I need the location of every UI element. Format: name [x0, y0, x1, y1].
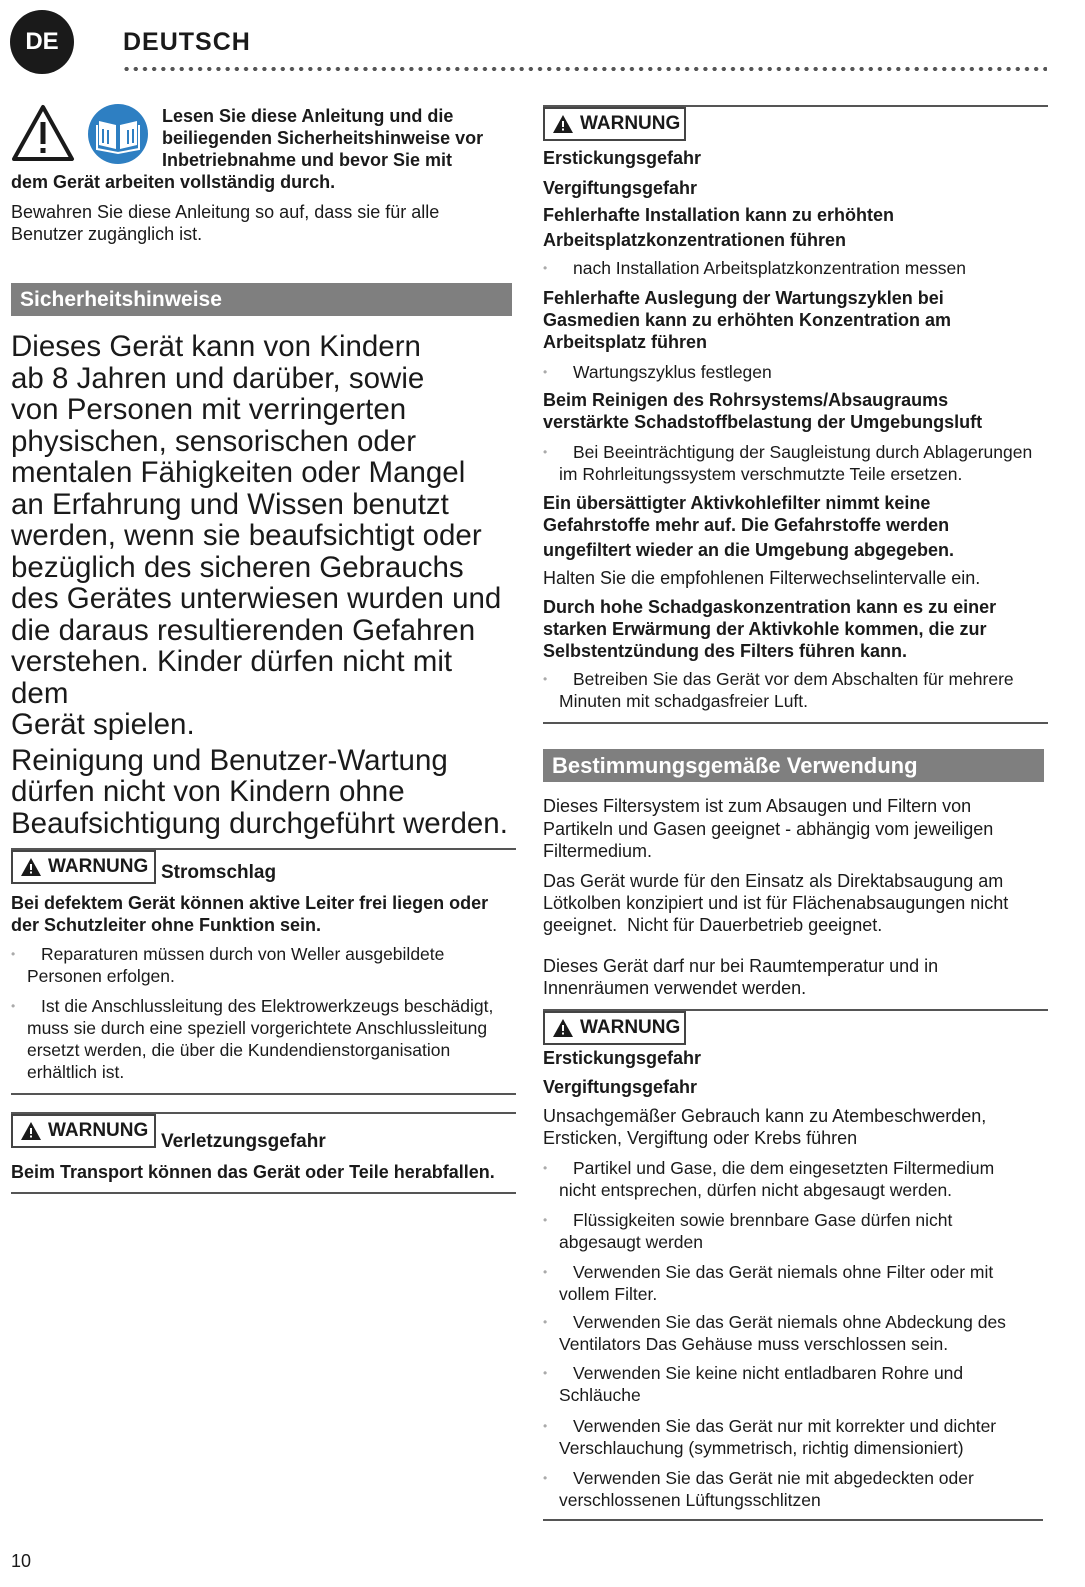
intro-text-line: Benutzer zugänglich ist.	[11, 224, 203, 244]
bullet-dot-icon: •	[543, 365, 548, 379]
section-heading-intended-use: Bestimmungsgemäße Verwendung	[543, 749, 1044, 782]
big-text-line: von Personen mit verringerten	[11, 393, 407, 426]
warning-bold-line: Fehlerhafte Installation kann zu erhöhten	[543, 205, 895, 225]
list-item	[543, 668, 1063, 712]
list-item-text: Schläuche	[559, 1385, 641, 1405]
list-item	[11, 943, 516, 987]
big-text-line: mentalen Fähigkeiten oder Mangel	[11, 456, 466, 489]
warning-bold-line: starken Erwärmung der Aktivkohle kommen, die zur	[543, 619, 987, 639]
warning-label-box	[11, 850, 156, 884]
warning-title: Verletzungsgefahr	[161, 1131, 326, 1152]
list-item-text: Verschlauchung (symmetrisch, richtig dimensioniert)	[559, 1438, 964, 1458]
list-item-text: abgesaugt werden	[559, 1232, 703, 1252]
warning-bold-line: Beim Transport können das Gerät oder Teile herabfallen.	[11, 1162, 495, 1182]
divider	[543, 722, 1048, 724]
big-text-line: Reinigung und Benutzer-Wartung	[11, 743, 448, 777]
list-item	[543, 441, 1073, 485]
list-item-text: Wartungszyklus festlegen	[573, 362, 772, 382]
divider	[11, 1192, 516, 1194]
intro-text-line: Bewahren Sie diese Anleitung so auf, dass sie für alle	[11, 202, 440, 222]
hazard-line: Erstickungsgefahr	[543, 148, 702, 168]
warning-bold-line: ungefiltert wieder an die Umgebung abgegeben.	[543, 540, 955, 560]
warning-bold-line: Fehlerhafte Auslegung der Wartungszyklen bei	[543, 288, 944, 308]
list-item-text: Verwenden Sie das Gerät nur mit korrekter und dichter	[573, 1416, 997, 1436]
warning-bold-line: der Schutzleiter ohne Funktion sein.	[11, 915, 322, 935]
warning-triangle-icon	[11, 104, 75, 162]
warning-label-box	[543, 1011, 686, 1045]
warning-sign-icon	[552, 114, 574, 134]
big-text-line: dürfen nicht von Kindern ohne	[11, 775, 405, 808]
big-text-line: Beaufsichtigung durchgeführt werden.	[11, 806, 508, 840]
safety-children-paragraph	[11, 331, 516, 839]
intro-bold-line: Lesen Sie diese Anleitung und die	[162, 106, 454, 126]
intro-bold-line: Inbetriebnahme und bevor Sie mit	[162, 150, 453, 170]
section-heading-safety: Sicherheitshinweise	[11, 283, 512, 316]
big-text-line: an Erfahrung und Wissen benutzt	[11, 487, 449, 521]
list-item-text: im Rohrleitungssystem verschmutzte Teile ersetzen.	[559, 464, 963, 484]
warning-label-box	[11, 1114, 156, 1148]
divider	[11, 1093, 516, 1095]
warning-sign-icon	[20, 857, 42, 877]
bullet-dot-icon: •	[543, 672, 548, 686]
usage-text-line: Innenräumen verwendet werden.	[543, 978, 807, 998]
warning-bold-line: Arbeitsplatzkonzentrationen führen	[543, 230, 847, 250]
warning-sign-icon	[20, 1121, 42, 1141]
big-text-line: physischen, sensorischen oder	[11, 424, 417, 458]
list-item-text: Betreiben Sie das Gerät vor dem Abschalten für mehrere	[573, 669, 1014, 689]
list-item-text: Bei Beeinträchtigung der Saugleistung durch Ablagerungen	[573, 442, 1033, 462]
list-item-text: erhältlich ist.	[27, 1062, 125, 1082]
bullet-dot-icon: •	[543, 1471, 548, 1485]
warning-text-line: Halten Sie die empfohlenen Filterwechselintervalle ein.	[543, 568, 981, 588]
usage-text-line: Das Gerät wurde für den Einsatz als Direktabsaugung am	[543, 871, 1004, 891]
list-item	[543, 361, 1063, 383]
list-item	[543, 257, 1063, 279]
list-item	[543, 1415, 1063, 1459]
warning-title: Stromschlag	[161, 862, 277, 883]
warning-bold-line: Ein übersättigter Aktivkohlefilter nimmt keine	[543, 493, 931, 513]
big-text-line: bezüglich des sicheren Gebrauchs	[11, 550, 464, 584]
warning-bold-line: Bei defektem Gerät können aktive Leiter frei liegen oder	[11, 893, 489, 913]
warning-label: WARNUNG	[580, 1017, 681, 1038]
list-item-text: Verwenden Sie das Gerät niemals ohne Abdeckung des	[573, 1312, 1006, 1332]
warning-label: WARNUNG	[48, 856, 149, 877]
big-text-line: ab 8 Jahren und darüber, sowie	[11, 361, 425, 395]
list-item-text: Verwenden Sie das Gerät niemals ohne Filter oder mit	[573, 1262, 994, 1282]
big-text-line: Gerät spielen.	[11, 708, 195, 741]
bullet-dot-icon: •	[543, 1161, 548, 1175]
read-manual-icon	[87, 103, 149, 165]
language-badge: DE	[10, 10, 74, 74]
warning-bold-line: Gefahrstoffe mehr auf. Die Gefahrstoffe werden	[543, 515, 950, 535]
list-item-text: Minuten mit schadgasfreier Luft.	[559, 691, 809, 711]
list-item-text: Verwenden Sie das Gerät nie mit abgedeckten oder	[573, 1468, 974, 1488]
bullet-dot-icon: •	[543, 1265, 548, 1279]
list-item-text: Personen erfolgen.	[27, 966, 175, 986]
big-text-line: Dieses Gerät kann von Kindern	[11, 330, 421, 363]
usage-text-line: Dieses Gerät darf nur bei Raumtemperatur und in	[543, 956, 939, 976]
usage-text-line: Filtermedium.	[543, 841, 653, 861]
big-text-line: die daraus resultierenden Gefahren	[11, 613, 476, 647]
bullet-dot-icon: •	[11, 947, 16, 961]
list-item-text: Ventilators Das Gehäuse muss verschlossen sein.	[559, 1334, 949, 1354]
list-item-text: muss sie durch eine speziell vorgerichtete Anschlussleitung	[27, 1018, 488, 1038]
warning-bold-line: Beim Reinigen des Rohrsystems/Absaugraums	[543, 390, 949, 410]
list-item	[543, 1467, 1063, 1511]
divider	[543, 1519, 1043, 1521]
list-item	[543, 1157, 1063, 1201]
bullet-dot-icon: •	[543, 261, 548, 275]
warning-bold-line: Selbstentzündung des Filters führen kann.	[543, 641, 908, 661]
bullet-dot-icon: •	[11, 999, 16, 1013]
warning-bold-line: Durch hohe Schadgaskonzentration kann es zu einer	[543, 597, 997, 617]
big-text-line: werden, wenn sie beaufsichtigt oder	[11, 519, 482, 552]
list-item-text: Ist die Anschlussleitung des Elektrowerkzeugs beschädigt,	[41, 996, 494, 1016]
bullet-dot-icon: •	[543, 445, 548, 459]
list-item-text: vollem Filter.	[559, 1284, 658, 1304]
big-text-line: verstehen. Kinder dürfen nicht mit dem	[11, 645, 453, 710]
language-title: DEUTSCH	[123, 28, 251, 56]
warning-label: WARNUNG	[48, 1120, 149, 1141]
list-item	[543, 1209, 1063, 1253]
warning-bold-line: Arbeitsplatz führen	[543, 332, 708, 352]
list-item	[543, 1362, 1063, 1406]
list-item-text: nach Installation Arbeitsplatzkonzentration messen	[573, 258, 967, 278]
list-item-text: Partikel und Gase, die dem eingesetzten Filtermedium	[573, 1158, 995, 1178]
bullet-dot-icon: •	[543, 1419, 548, 1433]
usage-text-line: Lötkolben konzipiert und ist für Flächenabsaugungen nicht	[543, 893, 1009, 913]
bullet-dot-icon: •	[543, 1315, 548, 1329]
list-item	[11, 995, 516, 1083]
warning-sign-icon	[552, 1018, 574, 1038]
hazard-line: Erstickungsgefahr	[543, 1048, 702, 1068]
list-item-text: verschlossenen Lüftungsschlitzen	[559, 1490, 821, 1510]
hazard-line: Vergiftungsgefahr	[543, 1077, 698, 1097]
warning-bold-line: Gasmedien kann zu erhöhten Konzentration am	[543, 310, 952, 330]
warning-text-line: Ersticken, Vergiftung oder Krebs führen	[543, 1128, 858, 1148]
intro-bold-line: dem Gerät arbeiten vollständig durch.	[11, 172, 336, 192]
list-item-text: Reparaturen müssen durch von Weller ausgebildete	[41, 944, 445, 964]
usage-text-line: Dieses Filtersystem ist zum Absaugen und Filtern von	[543, 796, 972, 816]
list-item-text: ersetzt werden, die über die Kundendienstorganisation	[27, 1040, 451, 1060]
page-number: 10	[11, 1551, 32, 1571]
intro-bold-line: beiliegenden Sicherheitshinweise vor	[162, 128, 484, 148]
list-item	[543, 1261, 1063, 1305]
warning-label: WARNUNG	[580, 113, 681, 134]
bullet-dot-icon: •	[543, 1213, 548, 1227]
usage-text-line: Partikeln und Gasen geeignet - abhängig vom jeweiligen	[543, 819, 994, 839]
list-item-text: Flüssigkeiten sowie brennbare Gase dürfen nicht	[573, 1210, 953, 1230]
warning-bold-line: verstärkte Schadstoffbelastung der Umgebungsluft	[543, 412, 983, 432]
hazard-line: Vergiftungsgefahr	[543, 178, 698, 198]
list-item-text: Verwenden Sie keine nicht entladbaren Rohre und	[573, 1363, 964, 1383]
warning-label-box	[543, 107, 686, 141]
usage-text-line: geeignet. Nicht für Dauerbetrieb geeignet.	[543, 915, 883, 935]
warning-text-line: Unsachgemäßer Gebrauch kann zu Atembeschwerden,	[543, 1106, 987, 1126]
list-item	[543, 1311, 1063, 1355]
bullet-dot-icon: •	[543, 1366, 548, 1380]
dotted-divider	[122, 64, 1047, 74]
list-item-text: nicht entsprechen, dürfen nicht abgesaugt werden.	[559, 1180, 953, 1200]
big-text-line: des Gerätes unterwiesen wurden und	[11, 582, 502, 615]
